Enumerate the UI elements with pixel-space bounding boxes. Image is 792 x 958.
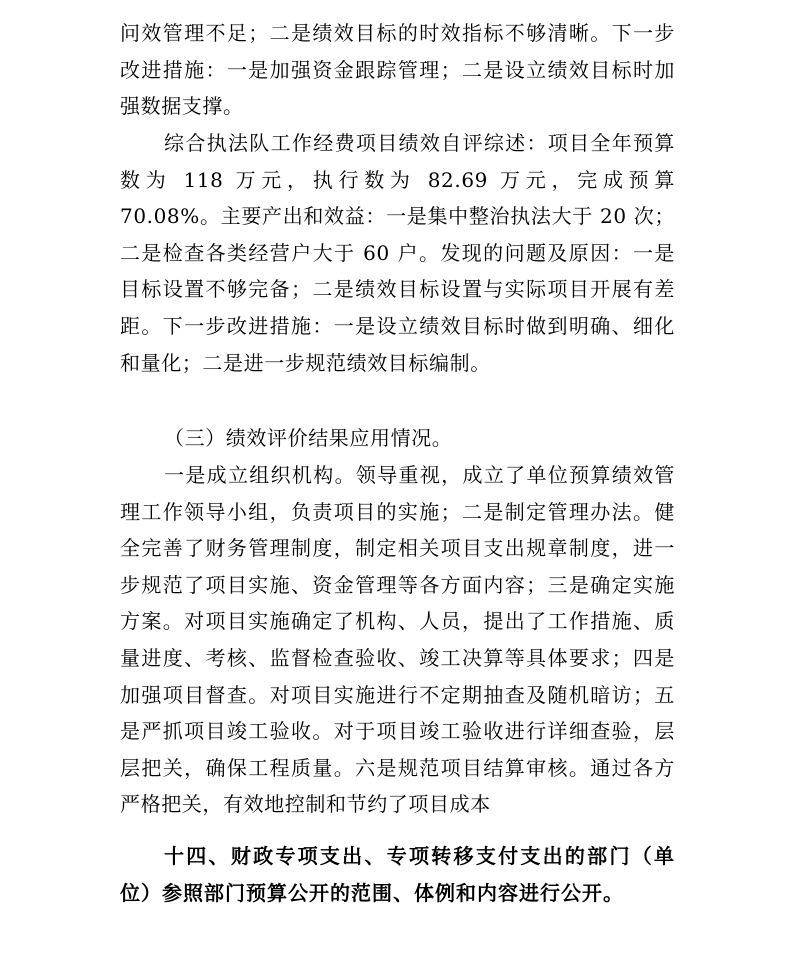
paragraph-continued: 问效管理不足；二是绩效目标的时效指标不够清晰。下一步改进措施：一是加强资金跟踪管理；二是设立绩效目标时加强数据支撑。 [120,21,675,119]
heading-section-14: 十四、财政专项支出、专项转移支付支出的部门（单位）参照部门预算公开的范围、体例和内容进行公开。 [120,844,675,905]
paragraph-law-enforcement-project-summary: 综合执法队工作经费项目绩效自评综述：项目全年预算数为 118 万元，执行数为 82.69 万元，完成预算 70.08%。主要产出和效益：一是集中整治执法大于 20 次；二是检查各类经营户大于 60 户。发现的问题及原因：一是目标设置不够完备；二是绩效目标设置与实际项目开展有差距。下一步改进措施：一是设立绩效目标时做到明确、细化和量化；二是进一步规范绩效目标编制。 [120,131,675,375]
section-heading-results-application: （三）绩效评价结果应用情况。 [164,426,453,450]
paragraph-results-application-body: 一是成立组织机构。领导重视，成立了单位预算绩效管理工作领导小组，负责项目的实施；二是制定管理办法。健全完善了财务管理制度，制定相关项目支出规章制度，进一步规范了项目实施、资金管理等各方面内容；三是确定实施方案。对项目实施确定了机构、人员，提出了工作措施、质量进度、考核、监督检查验收、竣工决算等具体要求；四是加强项目督查。对项目实施进行不定期抽查及随机暗访；五是严抓项目竣工验收。对于项目竣工验收进行详细查验，层层把关，确保工程质量。六是规范项目结算审核。通过各方严格把关，有效地控制和节约了项目成本 [120,463,675,817]
